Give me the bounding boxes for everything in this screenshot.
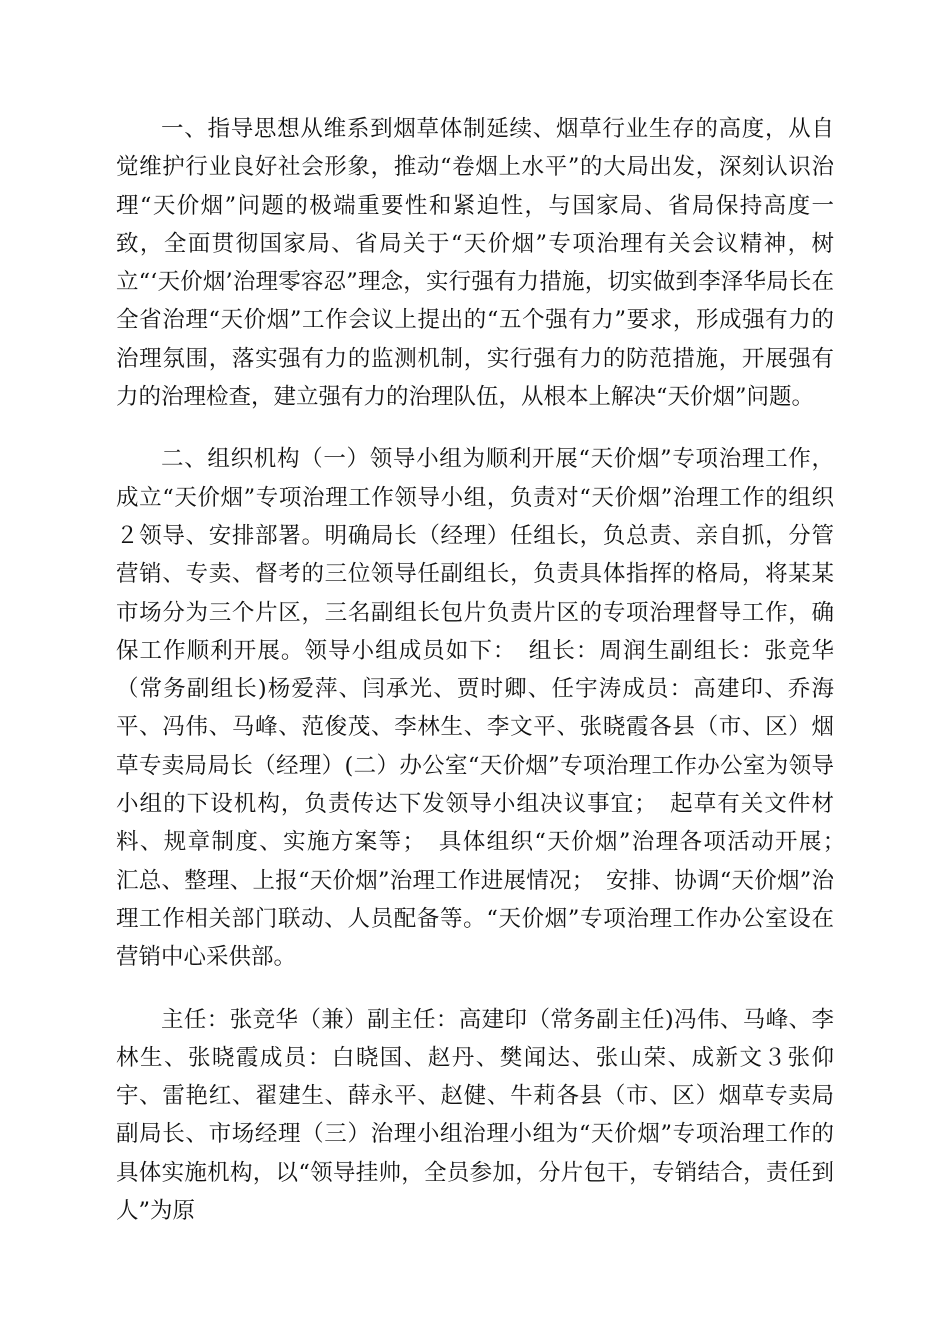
paragraph-office-members: 主任：张竞华（兼）副主任：高建印（常务副主任)冯伟、马峰、李林生、张晓霞成员：白晓国、赵丹、樊闻达、张山荣、成新文３张仰宇、雷艳红、翟建生、薛永平、赵健、牛莉各县（市、区）烟草专卖局副局长、市场经理（三）治理小组治理小组为“天价烟”专项治理工作的具体实施机构，以“领导挂帅，全员参加，分片包干，专销结合，责任到人”为原 [116, 1006, 834, 1225]
paragraph-organization: 二、组织机构（一）领导小组为顺利开展“天价烟”专项治理工作，成立“天价烟”专项治理工作领导小组，负责对“天价烟”治理工作的组织２领导、安排部署。明确局长（经理）任组长，负总责、亲自抓，分管营销、专卖、督考的三位领导任副组长，负责具体指挥的格局，将某某市场分为三个片区，三名副组长包片负责片区的专项治理督导工作，确保工作顺利开展。领导小组成员如下： 组长：周润生副组长：张竞华（常务副组长)杨爱萍、闫承光、贾时卿、任宇涛成员：高建印、乔海平、冯伟、马峰、范俊茂、李林生、李文平、张晓霞各县（市、区）烟草专卖局局长（经理）(二）办公室“天价烟”专项治理工作办公室为领导小组的下设机构，负责传达下发领导小组决议事宜； 起草有关文件材料、规章制度、实施方案等； 具体组织“天价烟”治理各项活动开展； 汇总、整理、上报“天价烟”治理工作进展情况； 安排、协调“天价烟”治理工作相关部门联动、人员配备等。“天价烟”专项治理工作办公室设在营销中心采供部。 [116, 446, 857, 971]
document-body [116, 110, 857, 1230]
paragraph-guiding-ideology: 一、指导思想从维系到烟草体制延续、烟草行业生存的高度，从自觉维护行业良好社会形象，推动“卷烟上水平”的大局出发，深刻认识治理“天价烟”问题的极端重要性和紧迫性，与国家局、省局保持高度一致，全面贯彻国家局、省局关于“天价烟”专项治理有关会议精神，树立“‘天价烟’治理零容忍”理念，实行强有力措施，切实做到李泽华局长在全省治理“天价烟”工作会议上提出的“五个强有力”要求，形成强有力的治理氛围，落实强有力的监测机制，实行强有力的防范措施，开展强有力的治理检查，建立强有力的治理队伍，从根本上解决“天价烟”问题。 [116, 116, 834, 411]
